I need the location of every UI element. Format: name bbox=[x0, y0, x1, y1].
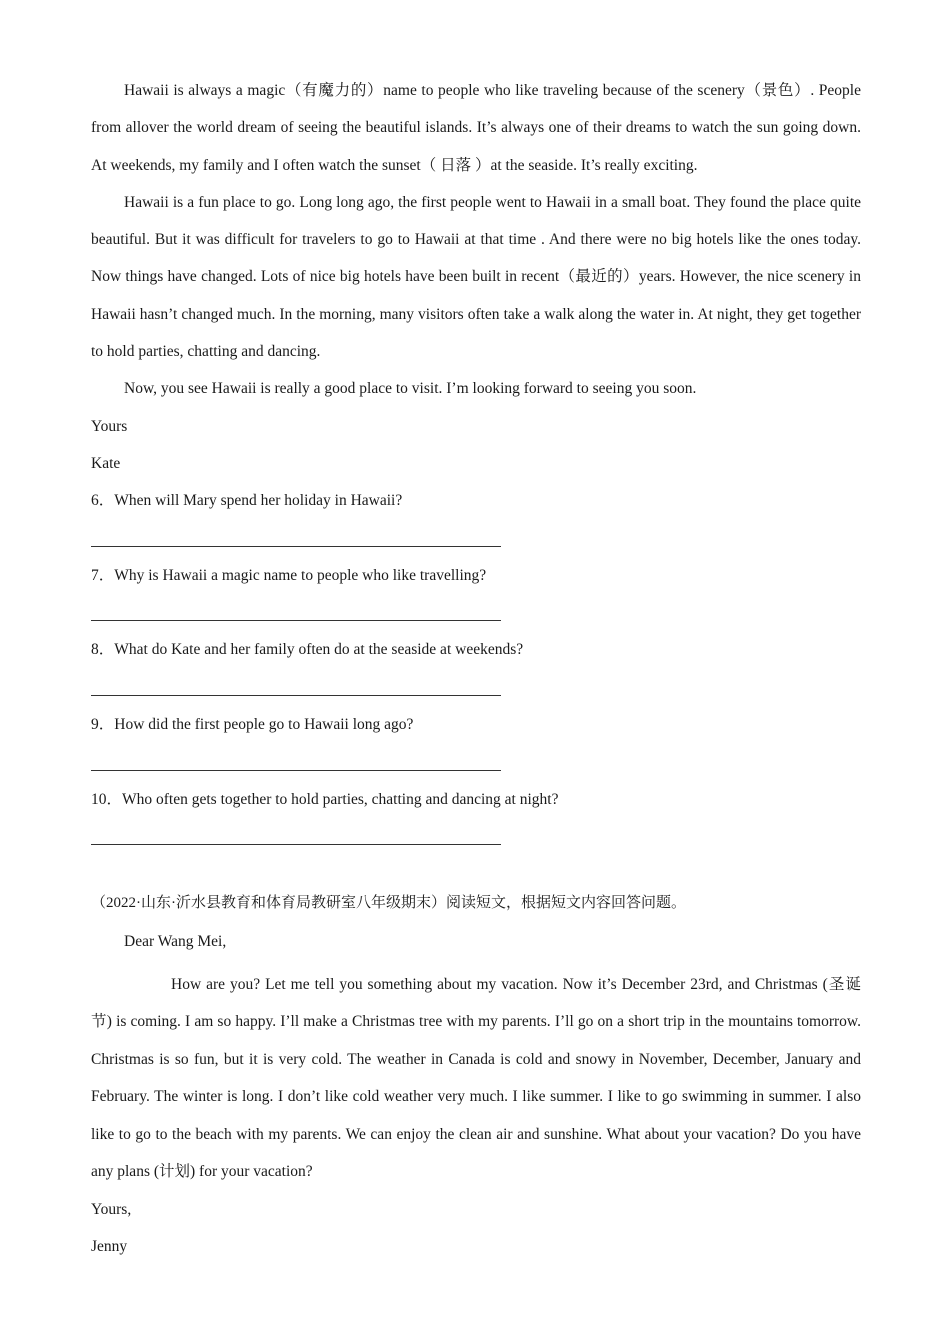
passage2-closing: Yours, bbox=[91, 1200, 132, 1218]
answer-line-8[interactable] bbox=[91, 669, 501, 706]
question-8: 8．What do Kate and her family often do at the seaside at weekends? bbox=[91, 641, 524, 659]
answer-line-9[interactable] bbox=[91, 743, 501, 780]
question-10: 10．Who often gets together to hold parties, chatting and dancing at night? bbox=[91, 790, 559, 808]
passage1-paragraph-2: Hawaii is a fun place to go. Long long ago, the first people went to Hawaii in a small boat. They found the place quite beautiful. But it was difficult for travelers to go to Hawaii at that time . And there were no big hotels like the ones today. Now things have changed. Lots of nice big hotels have been built in recent（最近的）years. However, the nice scenery in Hawaii hasn’t changed much. In the morning, many visitors often take a walk along the water in. At night, they get together to hold parties, chatting and dancing. bbox=[91, 193, 861, 361]
passage2-body: How are you? Let me tell you something about my vacation. Now it’s December 23rd, and Christmas (圣诞节) is coming. I am so happy. I’ll make a Christmas tree with my parents. I’ll go on a short trip in the mountains tomorrow. Christmas is so fun, but it is very cold. The weather in Canada is cold and snowy in November, December, January and February. The winter is long. I don’t like cold weather very much. I like summer. I like to go swimming in summer. I also like to go to the beach with my parents. We can enjoy the clean air and sunshine. What about your vacation? Do you have any plans (计划) for your vacation? bbox=[91, 975, 861, 1181]
passage1-paragraph-3: Now, you see Hawaii is really a good place to visit. I’m looking forward to seeing you soon. bbox=[124, 380, 697, 398]
question-7: 7．Why is Hawaii a magic name to people who like travelling? bbox=[91, 566, 487, 584]
passage1-paragraph-1: Hawaii is always a magic（有魔力的）name to people who like traveling because of the scenery（景色）. People from allover the world dream of seeing the beautiful islands. It’s always one of their dreams to watch the sun going down. At weekends, my family and I often watch the sunset（ 日落 ）at the seaside. It’s really exciting. bbox=[91, 82, 861, 174]
question-6: 6．When will Mary spend her holiday in Hawaii? bbox=[91, 492, 403, 510]
question-list bbox=[91, 482, 861, 855]
passage2-signature: Jenny bbox=[91, 1238, 128, 1256]
passage2-source: （2022·山东·沂水县教育和体育局教研室八年级期末）阅读短文，根据短文内容回答问题。 bbox=[91, 895, 686, 912]
section-gap bbox=[91, 855, 861, 885]
passage1-closing: Yours bbox=[91, 417, 128, 435]
document-page bbox=[91, 72, 861, 1266]
passage2-salutation: Dear Wang Mei, bbox=[124, 932, 227, 950]
answer-line-10[interactable] bbox=[91, 818, 501, 855]
answer-line-6[interactable] bbox=[91, 520, 501, 557]
passage1-signature: Kate bbox=[91, 454, 121, 472]
answer-line-7[interactable] bbox=[91, 594, 501, 631]
question-9: 9．How did the first people go to Hawaii long ago? bbox=[91, 716, 414, 734]
